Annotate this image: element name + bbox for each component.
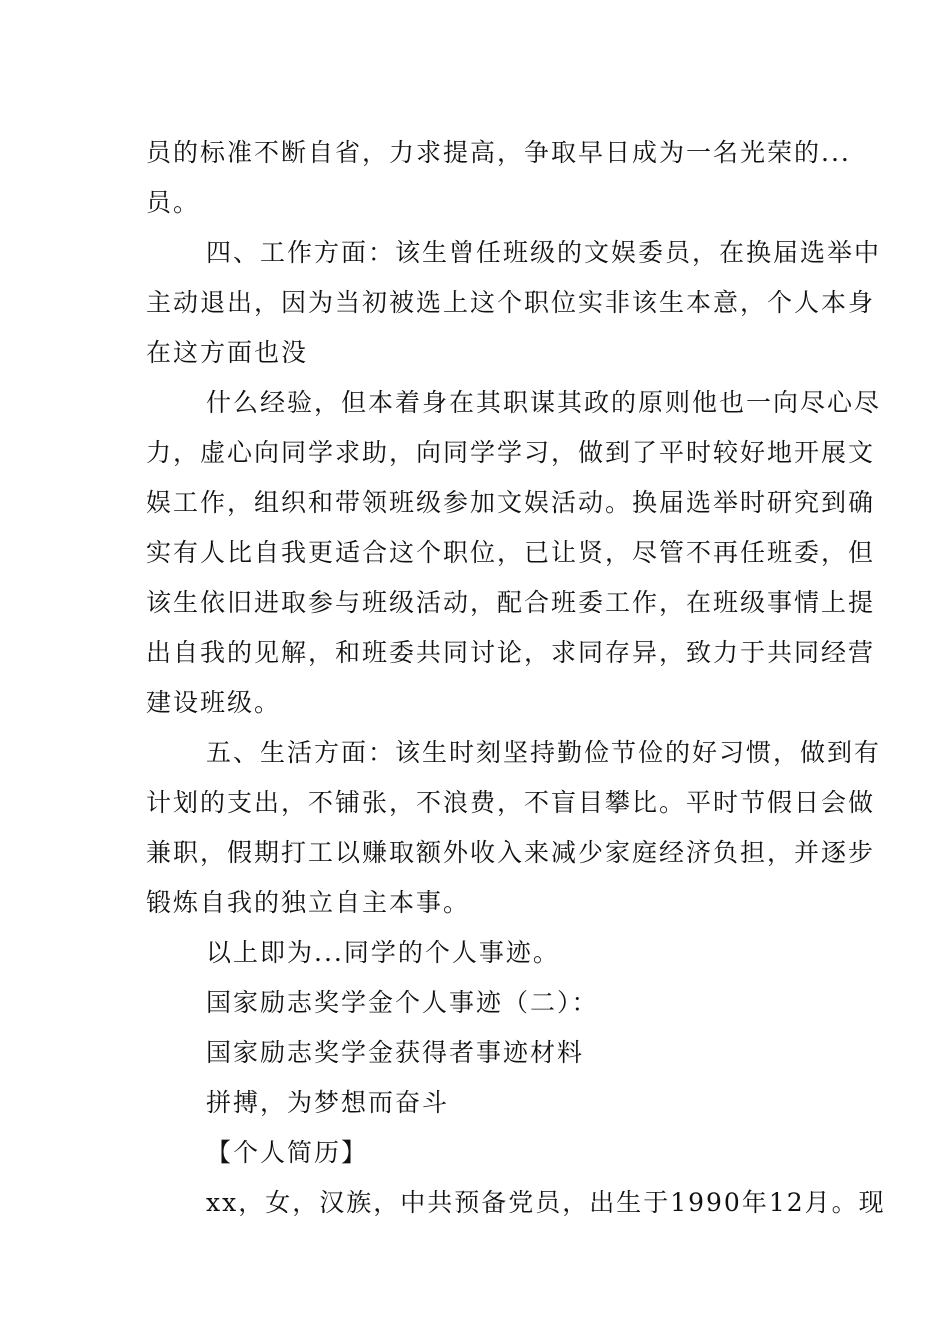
paragraph-line: xx，女，汉族，中共预备党员，出生于1990年12月。现 (206, 1188, 886, 1217)
summary-line: 以上即为...同学的个人事迹。 (206, 938, 560, 967)
paragraph-line: 员。 (146, 188, 201, 217)
paragraph-line: 在这方面也没 (146, 338, 309, 367)
paragraph-line: 出自我的见解，和班委共同讨论，求同存异，致力于共同经营 (146, 638, 876, 667)
paragraph-line: 什么经验，但本着身在其职谋其政的原则他也一向尽心尽 (206, 388, 882, 417)
section-heading-work: 四、工作方面：该生曾任班级的文娱委员，在换届选举中 (206, 238, 882, 267)
section-heading-life: 五、生活方面：该生时刻坚持勤俭节俭的好习惯，做到有 (206, 738, 882, 767)
paragraph-line: 计划的支出，不铺张，不浪费，不盲目攀比。平时节假日会做 (146, 788, 876, 817)
resume-heading: 【个人简历】 (206, 1138, 369, 1167)
paragraph-line: 建设班级。 (146, 688, 282, 717)
paragraph-line: 锻炼自我的独立自主本事。 (146, 888, 471, 917)
section-title: 国家励志奖学金个人事迹（二）： (206, 988, 599, 1017)
paragraph-line: 该生依旧进取参与班级活动，配合班委工作，在班级事情上提 (146, 588, 876, 617)
paragraph-line: 娱工作，组织和带领班级参加文娱活动。换届选举时研究到确 (146, 488, 876, 517)
document-title: 国家励志奖学金获得者事迹材料 (206, 1038, 585, 1067)
paragraph-line: 兼职，假期打工以赚取额外收入来减少家庭经济负担，并逐步 (146, 838, 876, 867)
paragraph-line: 力，虚心向同学求助，向同学学习，做到了平时较好地开展文 (146, 438, 876, 467)
document-subtitle: 拼搏，为梦想而奋斗 (206, 1088, 450, 1117)
paragraph-line: 主动退出，因为当初被选上这个职位实非该生本意，个人本身 (146, 288, 876, 317)
paragraph-line: 实有人比自我更适合这个职位，已让贤，尽管不再任班委，但 (146, 538, 876, 567)
paragraph-line: 员的标准不断自省，力求提高，争取早日成为一名光荣的... (146, 138, 851, 167)
